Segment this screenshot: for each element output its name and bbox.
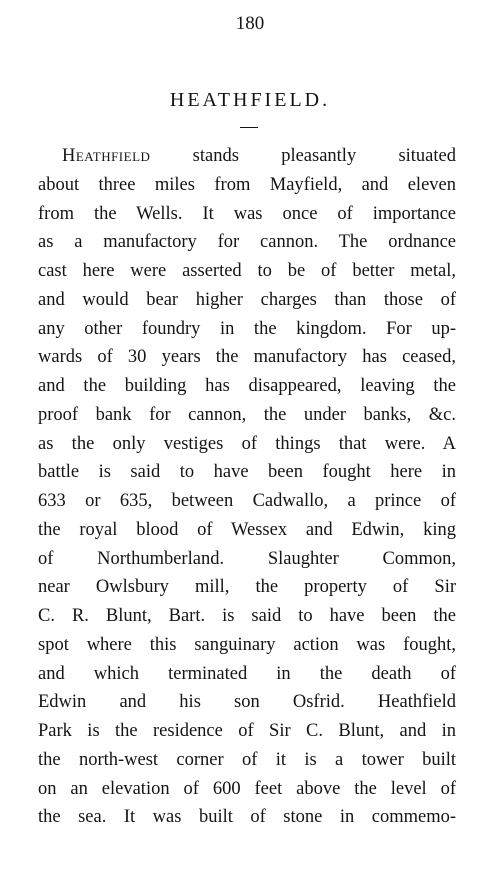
text-line: and which terminated in the death of <box>38 663 456 684</box>
text-line <box>38 142 456 171</box>
text-line: the north-west corner of it is a tower built <box>38 749 456 770</box>
chapter-heading: HEATHFIELD. <box>169 89 331 111</box>
text-line: and the building has disappeared, leaving the <box>38 376 456 396</box>
text-line: and would bear higher charges than those of <box>38 289 456 310</box>
heading-rule <box>240 127 258 128</box>
text-line: from the Wells. It was once of importance <box>38 203 456 224</box>
text-line: any other foundry in the kingdom. For up- <box>38 318 456 339</box>
text-line: as a manufactory for cannon. The ordnance <box>38 232 456 253</box>
text-line: on an elevation of 600 feet above the level of <box>38 778 456 799</box>
text-line: near Owlsbury mill, the property of Sir <box>38 577 456 598</box>
text-line: Edwin and his son Osfrid. Heathfield <box>38 692 456 713</box>
text-line-rest: stands pleasantly situated <box>150 146 456 166</box>
page-number: 180 <box>235 13 265 34</box>
text-line: as the only vestiges of things that were. A <box>38 433 456 454</box>
text-line: proof bank for cannon, the under banks, &c. <box>38 404 456 425</box>
text-line: spot where this sanguinary action was fought, <box>38 634 456 655</box>
text-line: the royal blood of Wessex and Edwin, king <box>38 519 456 540</box>
text-line: Park is the residence of Sir C. Blunt, and in <box>38 721 456 741</box>
text-line: about three miles from Mayfield, and eleven <box>38 174 456 195</box>
text-line: of Northumberland. Slaughter Common, <box>38 548 456 569</box>
text-line: 633 or 635, between Cadwallo, a prince of <box>38 491 456 511</box>
text-line: the sea. It was built of stone in commemo- <box>38 807 456 828</box>
body-paragraph <box>38 142 456 832</box>
lead-word: Heathfield <box>62 146 151 166</box>
text-line: C. R. Blunt, Bart. is said to have been the <box>38 606 456 626</box>
text-line: wards of 30 years the manufactory has ceased, <box>38 347 456 368</box>
text-line: cast here were asserted to be of better metal, <box>38 261 456 281</box>
text-line: battle is said to have been fought here in <box>38 462 456 483</box>
